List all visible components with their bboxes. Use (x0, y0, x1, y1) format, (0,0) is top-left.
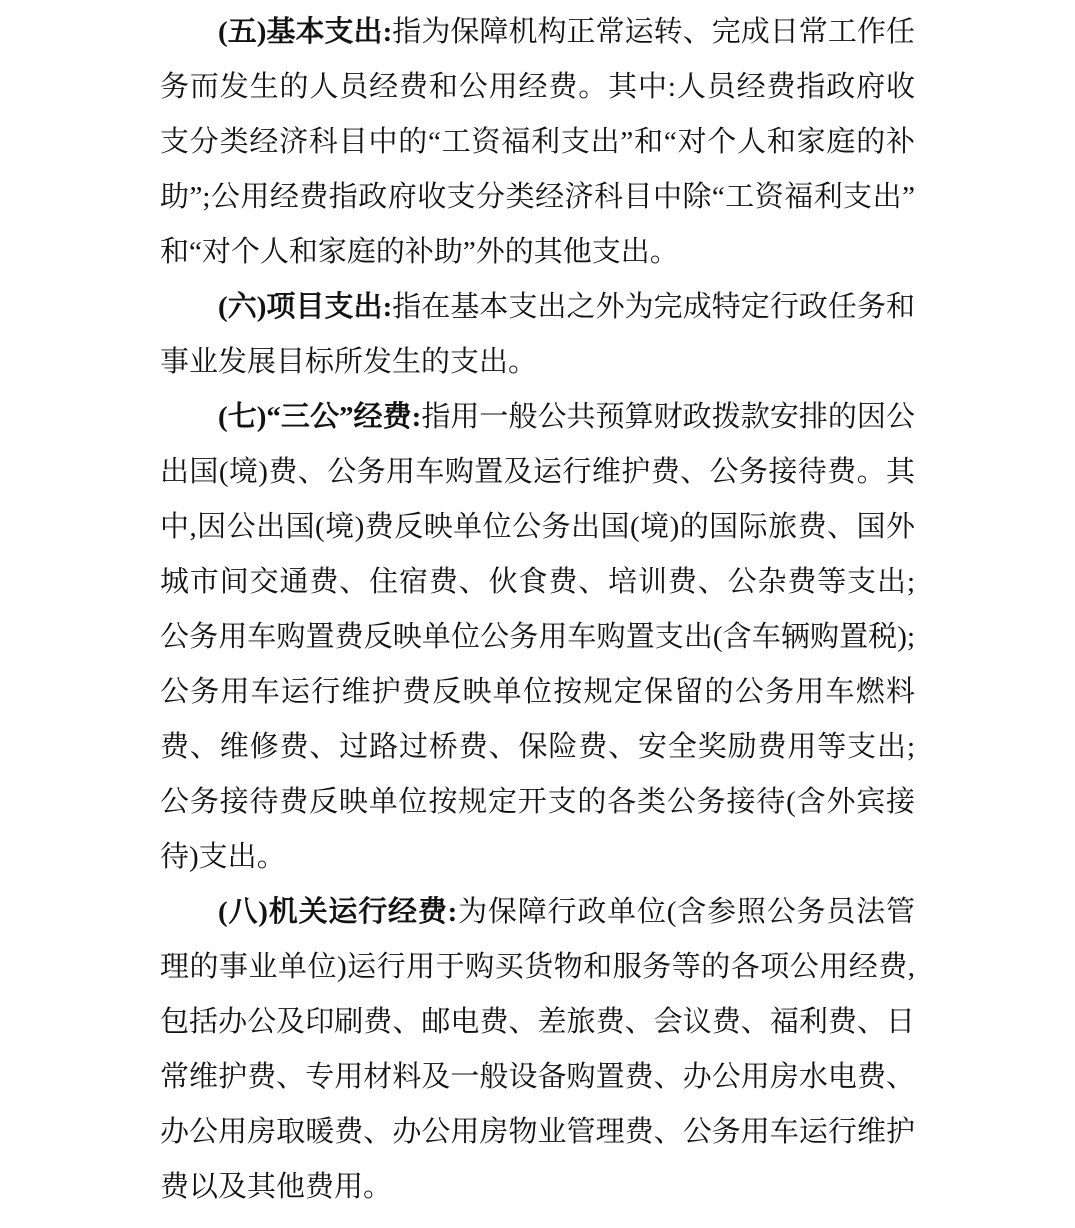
paragraph-three-public-funds (160, 390, 915, 885)
paragraph-head: (七)“三公”经费: (218, 401, 422, 433)
paragraph-head: (六)项目支出: (218, 291, 393, 323)
document-body-text (160, 5, 915, 1215)
paragraph-head: (八)机关运行经费: (218, 896, 458, 928)
paragraph-project-expenditure (160, 280, 915, 390)
paragraph-basic-expenditure (160, 5, 915, 280)
paragraph-body: 指为保障机构正常运转、完成日常工作任务而发生的人员经费和公用经费。其中:人员经费指政府收支分类经济科目中的“工资福利支出”和“对个人和家庭的补助”;公用经费指政府收支分类经济科目中除“工资福利支出”和“对个人和家庭的补助”外的其他支出。 (160, 16, 915, 268)
paragraph-body: 指在基本支出之外为完成特定行政任务和事业发展目标所发生的支出。 (160, 291, 915, 378)
paragraph-head: (五)基本支出: (218, 16, 393, 48)
paragraph-body: 指用一般公共预算财政拨款安排的因公出国(境)费、公务用车购置及运行维护费、公务接待费。其中,因公出国(境)费反映单位公务出国(境)的国际旅费、国外城市间交通费、住宿费、伙食费、培训费、公杂费等支出;公务用车购置费反映单位公务用车购置支出(含车辆购置税);公务用车运行维护费反映单位按规定保留的公务用车燃料费、维修费、过路过桥费、保险费、安全奖励费用等支出;公务接待费反映单位按规定开支的各类公务接待(含外宾接待)支出。 (160, 401, 915, 873)
paragraph-body: 为保障行政单位(含参照公务员法管理的事业单位)运行用于购买货物和服务等的各项公用经费,包括办公及印刷费、邮电费、差旅费、会议费、福利费、日常维护费、专用材料及一般设备购置费、办公用房水电费、办公用房取暖费、办公用房物业管理费、公务用车运行维护费以及其他费用。 (160, 896, 915, 1203)
paragraph-agency-operating-funds (160, 885, 915, 1215)
